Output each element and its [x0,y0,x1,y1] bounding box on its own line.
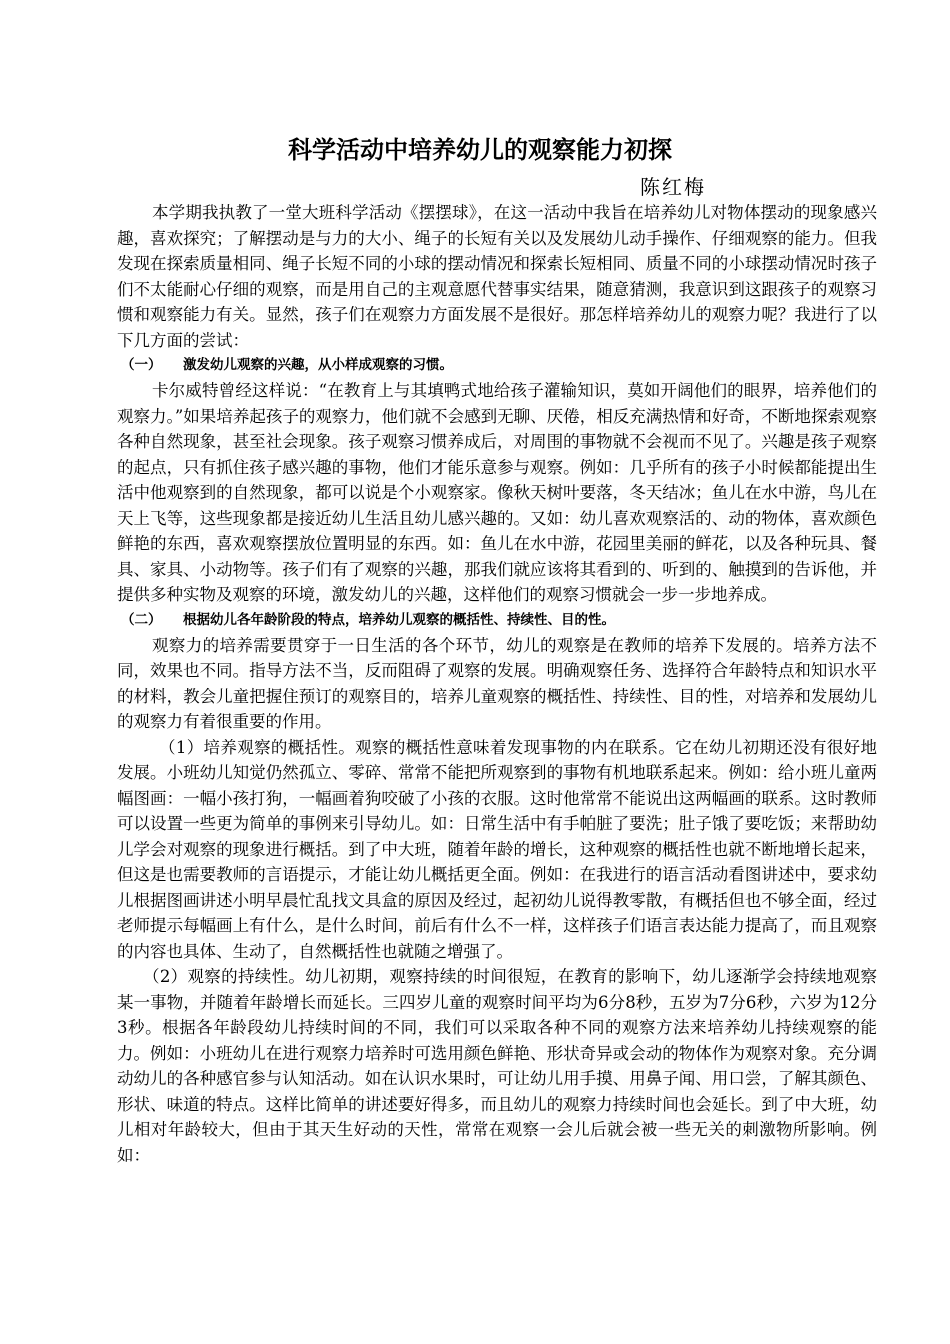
section-2-number: （二） [121,611,162,628]
section-2-paragraph: 观察力的培养需要贯穿于一日生活的各个环节，幼儿的观察是在教师的培养下发展的。培养方法不同，效果也不同。指导方法不当，反而阻碍了观察的发展。明确观察任务、选择符合年龄特点和知识水平的材料，教会儿童把握住预订的观察目的，培养儿童观察的概括性、持续性、目的性，对培养和发展幼儿的观察力有着很重要的作用。 [117,635,877,731]
section-2-heading-text: 根据幼儿各年龄阶段的特点，培养幼儿观察的概括性、持续性、目的性。 [183,611,615,628]
document-title: 科学活动中培养幼儿的观察能力初探 [288,136,672,164]
section-1-paragraph: 卡尔威特曾经这样说：“在教育上与其填鸭式地给孩子灌输知识，莫如开阔他们的眼界，培养他们的观察力。”如果培养起孩子的观察力，他们就不会感到无聊、厌倦，相反充满热情和好奇，不断地探索观察各种自然现象，甚至社会现象。孩子观察习惯养成后，对周围的事物就不会视而不见了。兴趣是孩子观察的起点，只有抓住孩子感兴趣的事物，他们才能乐意参与观察。例如：几乎所有的孩子小时候都能提出生活中他观察到的自然现象，都可以说是个小观察家。像秋天树叶要落，冬天结冰；鱼儿在水中游，鸟儿在天上飞等，这些现象都是接近幼儿生活且幼儿感兴趣的。又如：幼儿喜欢观察活的、动的物体，喜欢颜色鲜艳的东西，喜欢观察摆放位置明显的东西。如：鱼儿在水中游，花园里美丽的鲜花，以及各种玩具、餐具、家具、小动物等。孩子们有了观察的兴趣，那我们就应该将其看到的、听到的、触摸到的告诉他，并提供多种实物及观察的环境，激发幼儿的兴趣，这样他们的观察习惯就会一步一步地养成。 [117,381,877,604]
intro-paragraph: 本学期我执教了一堂大班科学活动《摆摆球》，在这一活动中我旨在培养幼儿对物体摆动的现象感兴趣，喜欢探究；了解摆动是与力的大小、绳子的长短有关以及发展幼儿动手操作、仔细观察的能力。但我发现在探索质量相同、绳子长短不同的小球的摆动情况和探索长短相同、质量不同的小球摆动情况时孩子们不太能耐心仔细的观察，而是用自己的主观意愿代替事实结果，随意猜测，我意识到这跟孩子的观察习惯和观察能力有关。显然，孩子们在观察力方面发展不是很好。那怎样培养幼儿的观察力呢？我进行了以下几方面的尝试： [117,203,877,350]
document-body [117,200,877,1168]
section-1-heading-text: 激发幼儿观察的兴趣，从小样成观察的习惯。 [183,357,453,373]
section-1-heading [117,353,877,378]
subsection-1-paragraph: （1）培养观察的概括性。观察的概括性意味着发现事物的内在联系。它在幼儿初期还没有很好地发展。小班幼儿知觉仍然孤立、零碎、常常不能把所观察到的事物有机地联系起来。例如：给小班儿童两幅图画：一幅小孩打狗，一幅画着狗咬破了小孩的衣服。这时他常常不能说出这两幅画的联系。这时教师可以设置一些更为简单的事例来引导幼儿。如：日常生活中有手帕脏了要洗；肚子饿了要吃饭；来帮助幼儿学会对观察的现象进行概括。到了中大班，随着年龄的增长，这种观察的概括性也就不断地增长起来，但这是也需要教师的言语提示，才能让幼儿概括更全面。例如：在我进行的语言活动看图讲述中，要求幼儿根据图画讲述小明早晨忙乱找文具盒的原因及经过，起初幼儿说得教零散，有概括但也不够全面，经过老师提示每幅画上有什么，是什么时间，前后有什么不一样，这样孩子们语言表达能力提高了，而且观察的内容也具体、生动了，自然概括性也就随之增强了。 [117,737,877,961]
section-1-number: （一） [121,357,162,373]
document-author: 陈红梅 [640,175,706,199]
section-2-heading [117,608,877,633]
subsection-2-paragraph: （2）观察的持续性。幼儿初期，观察持续的时间很短，在教育的影响下，幼儿逐渐学会持续地观察某一事物，并随着年龄增长而延长。三四岁儿童的观察时间平均为6分8秒，五岁为7分6秒，六岁为12分3秒。根据各年龄段幼儿持续时间的不同，我们可以采取各种不同的观察方法来培养幼儿持续观察的能力。例如：小班幼儿在进行观察力培养时可选用颜色鲜艳、形状奇异或会动的物体作为观察对象。充分调动幼儿的各种感官参与认知活动。如在认识水果时，可让幼儿用手摸、用鼻子闻、用口尝，了解其颜色、形状、味道的特点。这样比简单的讲述要好得多，而且幼儿的观察力持续时间也会延长。到了中大班，幼儿相对年龄较大，但由于其天生好动的天性，常常在观察一会儿后就会被一些无关的刺激物所影响。例如： [117,967,877,1165]
